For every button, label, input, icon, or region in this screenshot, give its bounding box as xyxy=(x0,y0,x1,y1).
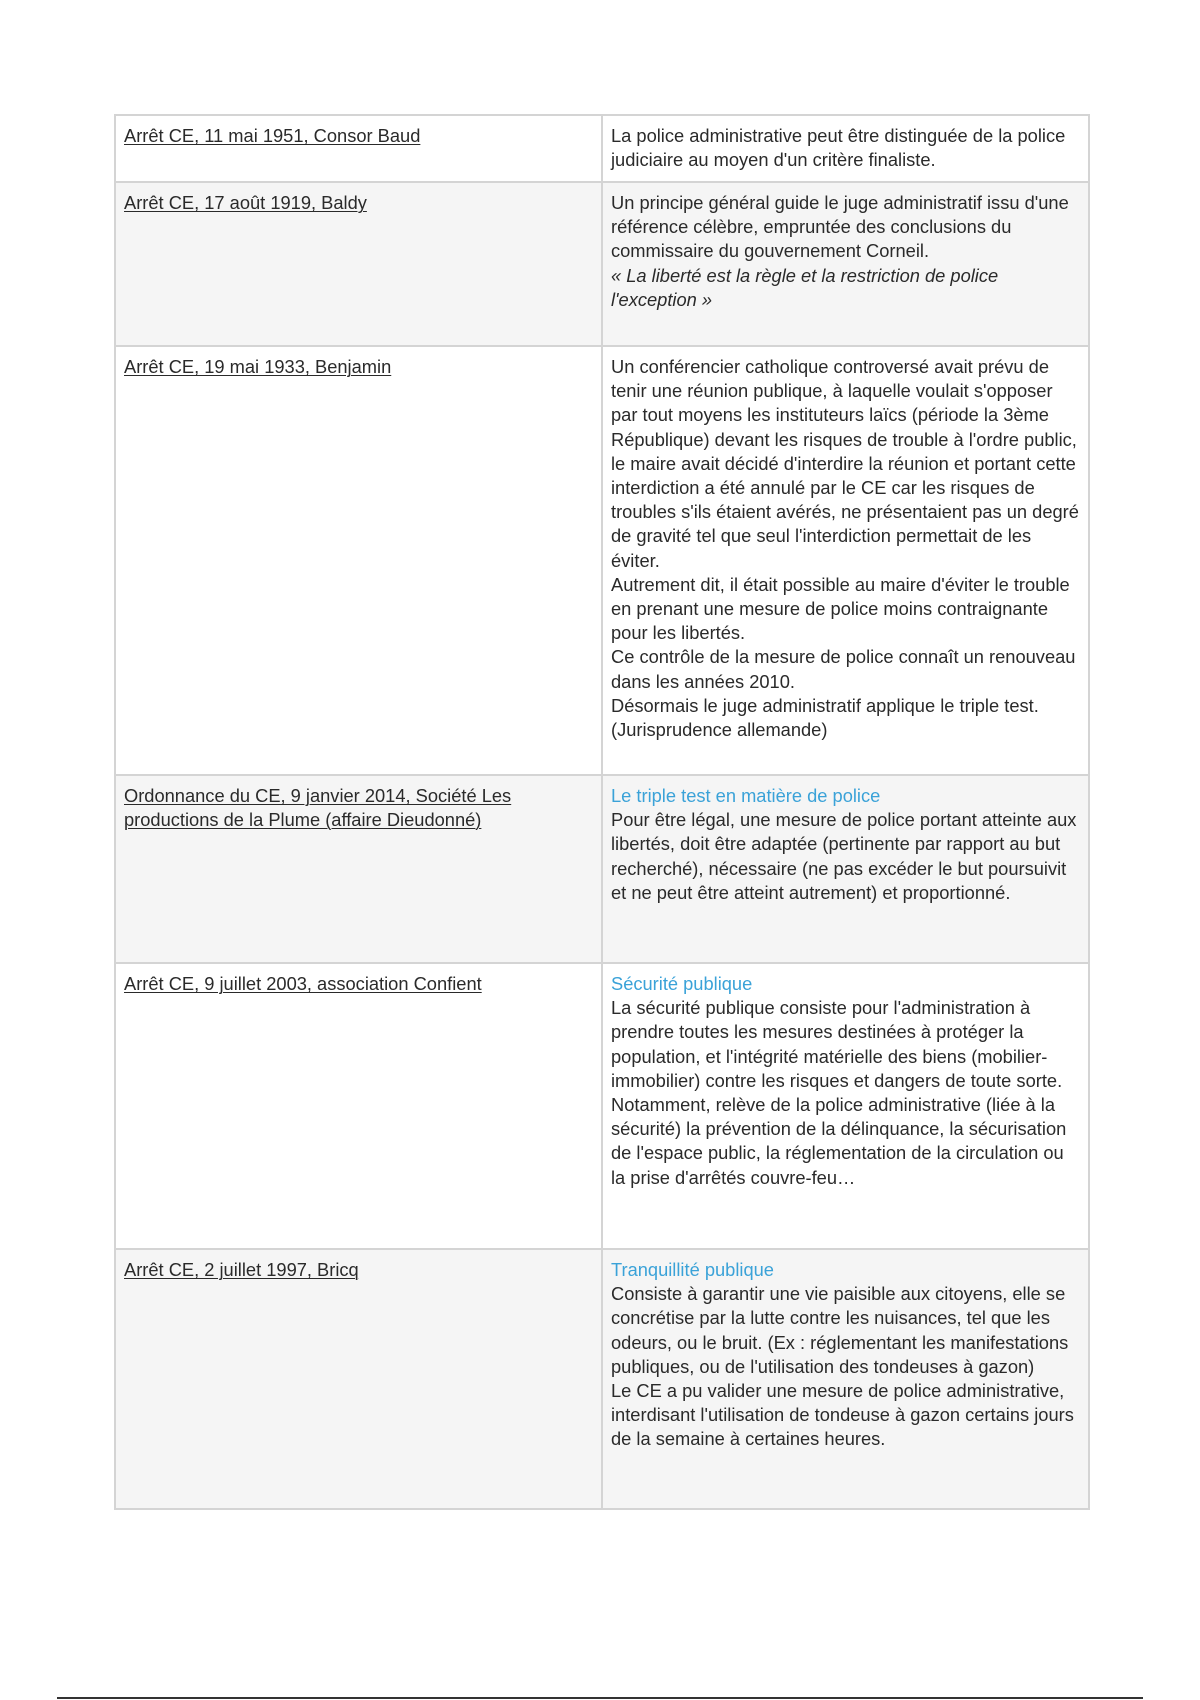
quote-text: « La liberté est la règle et la restriction de police l'exception » xyxy=(611,264,999,310)
table-row xyxy=(115,963,1089,1249)
description-cell xyxy=(602,963,1089,1249)
table-row xyxy=(115,115,1089,182)
section-subheading: Le triple test en matière de police xyxy=(611,785,881,806)
case-cell xyxy=(115,115,602,182)
case-reference: Arrêt CE, 17 août 1919, Baldy xyxy=(124,192,367,213)
description-text: Un conférencier catholique controversé avait prévu de tenir une réunion publique, à laquelle voulait s'opposer par tout moyens les instituteurs laïcs (période la 3ème République) devant les risques de trouble à l'ordre public, le maire avait décidé d'interdire la réunion et portant cette interdiction a été annulé par le CE car les risques de troubles s'ils étaient avérés, ne présentaient pas un degré de gravité tel que seul l'interdiction permettait de les éviter. xyxy=(611,356,1079,571)
description-text: Autrement dit, il était possible au maire d'éviter le trouble en prenant une mesure de police moins contraignante pour les libertés. xyxy=(611,573,1070,644)
jurisprudence-table xyxy=(114,114,1090,1510)
case-reference: Ordonnance du CE, 9 janvier 2014, Société Les productions de la Plume (affaire Dieudonné) xyxy=(124,785,512,831)
description-cell xyxy=(602,182,1089,346)
case-reference: Arrêt CE, 11 mai 1951, Consor Baud xyxy=(124,125,421,146)
case-cell xyxy=(115,1249,602,1509)
section-subheading: Sécurité publique xyxy=(611,973,753,994)
page-bottom-rule xyxy=(57,1697,1143,1699)
description-text: La police administrative peut être distinguée de la police judiciaire au moyen d'un critère finaliste. xyxy=(611,125,1066,171)
table-row xyxy=(115,775,1089,963)
table-row xyxy=(115,182,1089,346)
case-cell xyxy=(115,963,602,1249)
case-reference: Arrêt CE, 2 juillet 1997, Bricq xyxy=(124,1259,359,1280)
case-cell xyxy=(115,346,602,775)
case-cell xyxy=(115,182,602,346)
description-text: La sécurité publique consiste pour l'administration à prendre toutes les mesures destinées à protéger la population, et l'intégrité matérielle des biens (mobilier-immobilier) contre les risques et dangers de toute sorte. Notamment, relève de la police administrative (liée à la sécurité) la prévention de la délinquance, la sécurisation de l'espace public, la réglementation de la circulation ou la prise d'arrêtés couvre-feu… xyxy=(611,997,1067,1188)
description-cell xyxy=(602,1249,1089,1509)
table-row xyxy=(115,346,1089,775)
description-text: Le CE a pu valider une mesure de police administrative, interdisant l'utilisation de tondeuse à gazon certains jours de la semaine à certaines heures. xyxy=(611,1380,1074,1450)
description-cell xyxy=(602,346,1089,775)
case-reference: Arrêt CE, 9 juillet 2003, association Confient xyxy=(124,973,482,994)
case-cell xyxy=(115,775,602,963)
case-reference: Arrêt CE, 19 mai 1933, Benjamin xyxy=(124,356,392,377)
description-text: Désormais le juge administratif applique le triple test. (Jurisprudence allemande) xyxy=(611,694,1039,741)
description-text: Pour être légal, une mesure de police portant atteinte aux libertés, doit être adaptée (pertinente par rapport au but recherché), nécessaire (ne pas excéder le but poursuivit et ne peut être atteint autrement) et proportionné. xyxy=(611,809,1077,903)
description-text: Ce contrôle de la mesure de police connaît un renouveau dans les années 2010. xyxy=(611,646,1076,692)
description-text: Consiste à garantir une vie paisible aux citoyens, elle se concrétise par la lutte contre les nuisances, tel que les odeurs, ou le bruit. (Ex : réglementant les manifestations publiques, ou de l'utilisation des tondeuses à gazon) xyxy=(611,1283,1069,1377)
table-row xyxy=(115,1249,1089,1509)
description-cell xyxy=(602,775,1089,963)
section-subheading: Tranquillité publique xyxy=(611,1259,774,1280)
description-cell xyxy=(602,115,1089,182)
description-text: Un principe général guide le juge administratif issu d'une référence célèbre, empruntée des conclusions du commissaire du gouvernement Corneil. xyxy=(611,192,1069,262)
